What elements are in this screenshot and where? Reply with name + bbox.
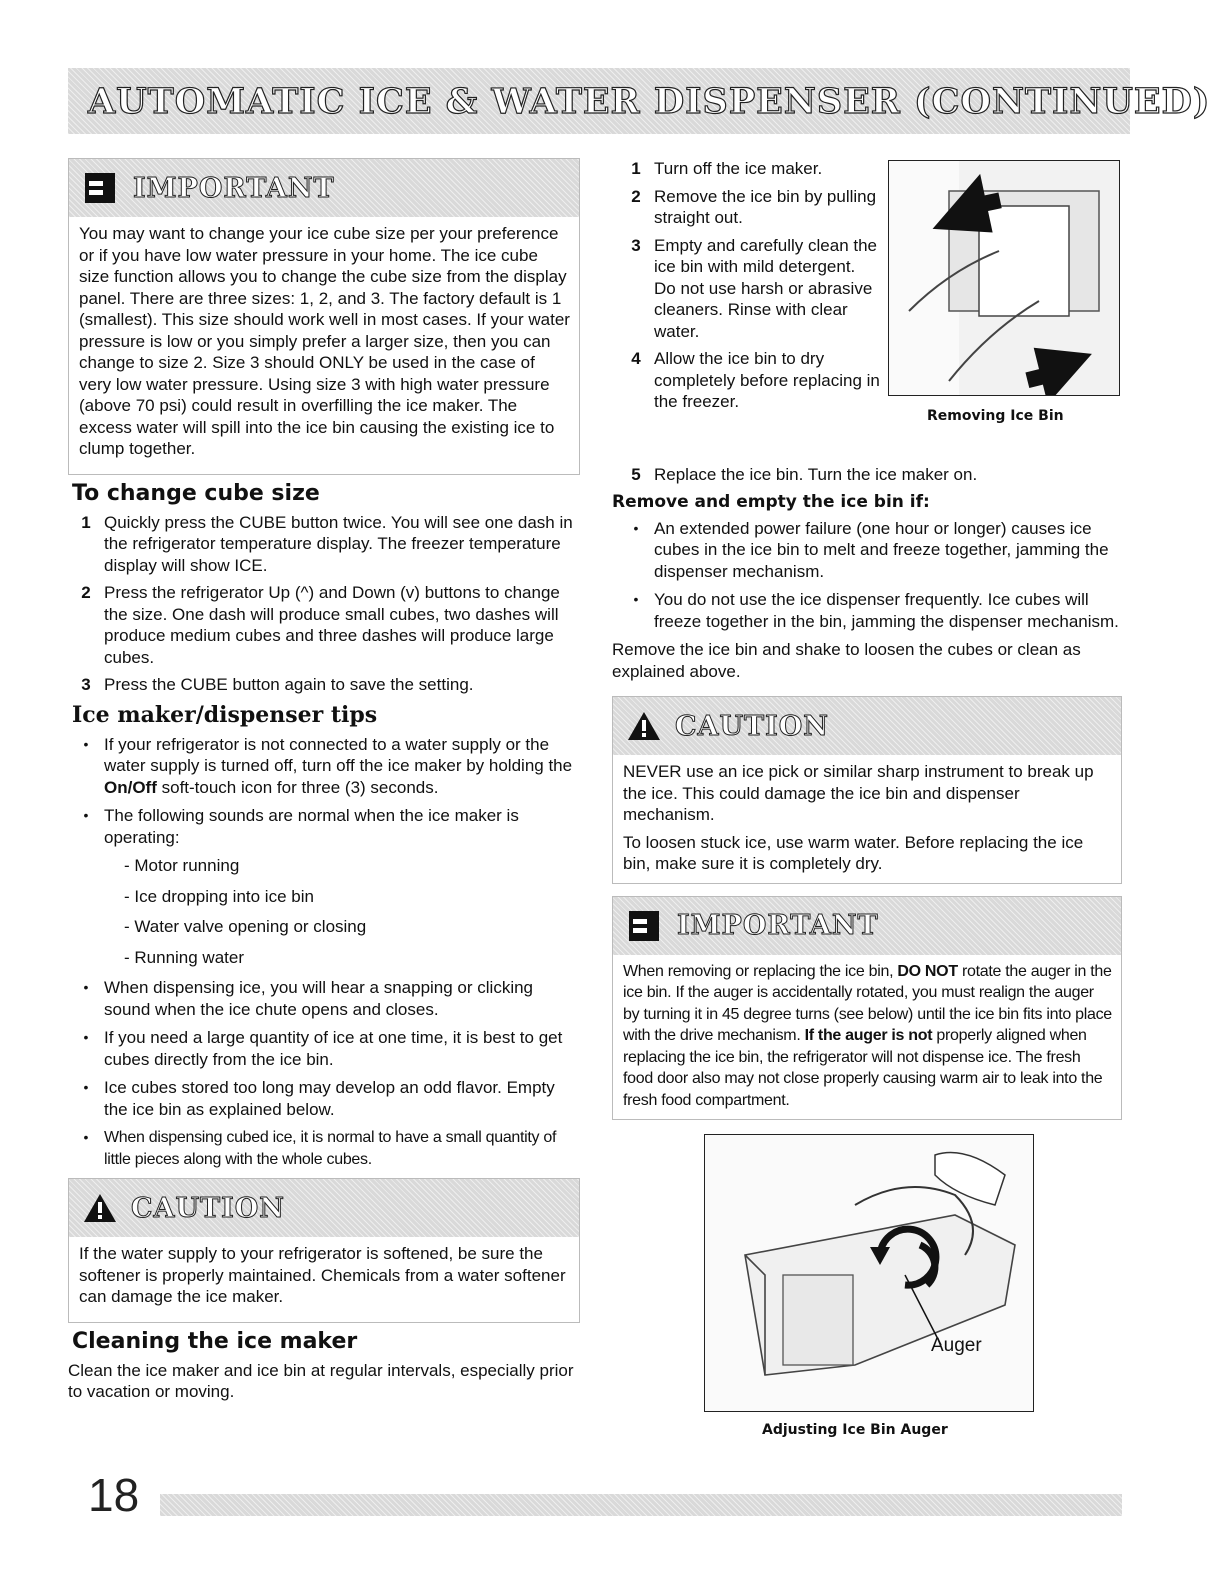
important-text [69, 217, 579, 474]
remove-empty-list [618, 518, 1122, 633]
important-icon [85, 173, 115, 203]
step-item [618, 464, 1122, 486]
step-number: 5 [631, 465, 641, 484]
warning-triangle-icon [83, 1193, 117, 1223]
sound-item: - Ice dropping into ice bin [124, 886, 314, 906]
step-number: 1 [631, 159, 641, 178]
tip-item: • If your refrigerator is not connected to a water supply or the water supply is turned off, turn off the ice maker by holding the On/Off soft-touch icon for three (3) seconds. [68, 734, 580, 799]
caution-heading: CAUTION [131, 1192, 285, 1224]
removing-ice-bin-caption: Removing Ice Bin [927, 408, 1064, 424]
ice-bin-drawing [889, 161, 1119, 395]
tip-item: • The following sounds are normal when the ice maker is operating: [68, 805, 580, 848]
important-heading-2: IMPORTANT [677, 910, 879, 941]
do-not-emphasis: DO NOT [897, 962, 958, 980]
tip-item: • When dispensing ice, you will hear a snapping or clicking sound when the ice chute opens and closes. [68, 977, 580, 1020]
remove-empty-heading: Remove and empty the ice bin if: [612, 491, 930, 512]
step-item [618, 235, 880, 343]
step-text: Press the refrigerator Up (^) and Down (v) buttons to change the size. One dash will produce small cubes, two dashes will produce medium cubes and three dashes will produce large cubes. [104, 583, 560, 667]
cleaning-text: Clean the ice maker and ice bin at regular intervals, especially prior to vacation or moving. [68, 1360, 574, 1401]
change-cube-steps [68, 512, 580, 696]
caution-header-2 [613, 697, 1121, 755]
step-number: 4 [631, 349, 641, 368]
sound-item: - Running water [124, 947, 245, 967]
adjusting-auger-caption: Adjusting Ice Bin Auger [762, 1422, 948, 1438]
tip-text: When dispensing cubed ice, it is normal to have a small quantity of little pieces along with the whole cubes. [104, 1129, 557, 1168]
tip-item: • Ice cubes stored too long may develop an odd flavor. Empty the ice bin as explained below. [68, 1077, 580, 1120]
important-paragraph-2: When removing or replacing the ice bin, DO NOT rotate the auger in the ice bin. If the auger is accidentally rotated, you must realign the auger by turning it in 45 degree turns (see below) until the ice bin fits into place with the drive mechanism. If the auger is not properly aligned when replacing the ice bin, the refrigerator will not dispense ice. The fresh food door also may not close properly causing warm air to leak into the fresh food compartment. [623, 962, 1112, 1109]
caution-paragraph: To loosen stuck ice, use warm water. Before replacing the ice bin, make sure it is completely dry. [623, 832, 1084, 873]
caution-paragraph: If the water supply to your refrigerator is softened, be sure the softener is properly maintained. Chemicals from a water softener can damage the ice maker. [79, 1244, 566, 1306]
on-off-label: On/Off [104, 777, 157, 797]
step-number: 1 [81, 512, 91, 532]
reason-item: • You do not use the ice dispenser frequently. Ice cubes will freeze together in the bin, jamming the dispenser mechanism. [618, 589, 1122, 632]
important-heading: IMPORTANT [133, 172, 335, 204]
tip-text: When dispensing ice, you will hear a snapping or clicking sound when the ice chute opens and closes. [104, 978, 534, 1019]
caution-box-2 [612, 696, 1122, 884]
auger-label: Auger [931, 1335, 982, 1356]
step-text: Remove the ice bin by pulling straight out. [654, 186, 877, 227]
caution-text-2 [613, 755, 1121, 883]
important-box [68, 158, 580, 475]
remove-empty-after: Remove the ice bin and shake to loosen the cubes or clean as explained above. [612, 640, 1081, 681]
reason-text: An extended power failure (one hour or longer) causes ice cubes in the ice bin to melt and freeze together, jamming the dispenser mechanism. [654, 518, 1109, 581]
section-banner [68, 68, 1211, 134]
important-header-2 [613, 897, 1121, 955]
caution-heading-2: CAUTION [675, 710, 829, 742]
tip-text: The following sounds are normal when the ice maker is operating: [104, 806, 519, 847]
step-text: Replace the ice bin. Turn the ice maker on. [654, 465, 978, 484]
right-column [612, 158, 1122, 1438]
step-text: Quickly press the CUBE button twice. You will see one dash in the refrigerator temperature display. The freezer temperature display will show ICE. [104, 512, 573, 575]
removing-ice-bin-illustration [888, 160, 1120, 396]
important-icon [629, 911, 659, 941]
tip-text: If your refrigerator is not connected to a water supply or the water supply is turned off, turn off the ice maker by holding the On/Off soft-touch icon for three (3) seconds. [104, 734, 573, 797]
tips-heading: Ice maker/dispenser tips [72, 701, 378, 728]
auger-emphasis: If the auger is not [804, 1027, 933, 1044]
important-box-2 [612, 896, 1122, 1121]
removal-steps-area [612, 158, 1122, 464]
step-item [68, 582, 580, 668]
step-number: 3 [631, 235, 641, 255]
step-text: Empty and carefully clean the ice bin with mild detergent. Do not use harsh or abrasive cleaners. Rinse with clear water. [654, 235, 878, 341]
caution-header [69, 1179, 579, 1237]
important-header [69, 159, 579, 217]
tip-item: • If you need a large quantity of ice at one time, it is best to get cubes directly from the ice bin. [68, 1027, 580, 1070]
footer-rule [160, 1494, 1122, 1516]
sound-item: - Water valve opening or closing [124, 917, 367, 936]
step-item [618, 158, 880, 180]
important-paragraph: You may want to change your ice cube size per your preference or if you have low water pressure in your home. The ice cube size function allows you to change the cube size from the display panel. There are three sizes: 1, 2, and 3. The factory default is 1 (smallest). This size should work well in most cases. If your water pressure is low or you simply prefer a larger size, then you can change to size 2. Size 3 should ONLY be used in the case of very low water pressure. Using size 3 with high water pressure (above 70 psi) could result in overfilling the ice maker. The excess water will spill into the ice bin causing the existing ice to clump together. [79, 224, 570, 458]
step-item [618, 348, 880, 413]
reason-text: You do not use the ice dispenser frequently. Ice cubes will freeze together in the bin, jamming the dispenser mechanism. [654, 590, 1119, 631]
step-text: Allow the ice bin to dry completely before replacing in the freezer. [654, 349, 880, 411]
reason-item: • An extended power failure (one hour or longer) causes ice cubes in the ice bin to melt and freeze together, jamming the dispenser mechanism. [618, 518, 1122, 583]
step-number: 3 [81, 675, 91, 694]
cleaning-heading: Cleaning the ice maker [72, 1328, 358, 1354]
tip-item: • When dispensing cubed ice, it is normal to have a small quantity of little pieces along with the whole cubes. [68, 1127, 580, 1170]
tips-list [68, 734, 580, 849]
auger-illustration [704, 1134, 1034, 1412]
step-text: Press the CUBE button again to save the setting. [104, 675, 474, 694]
tip-text: If you need a large quantity of ice at one time, it is best to get cubes directly from the ice bin. [104, 1028, 563, 1069]
tip-text: Ice cubes stored too long may develop an odd flavor. Empty the ice bin as explained below. [104, 1078, 555, 1119]
warning-triangle-icon [627, 711, 661, 741]
section-title: AUTOMATIC ICE & WATER DISPENSER (CONTINUED) [88, 80, 1211, 122]
caution-text [69, 1237, 579, 1322]
auger-drawing [705, 1135, 1033, 1411]
removal-steps [618, 158, 880, 419]
sounds-list [68, 855, 580, 968]
change-cube-heading: To change cube size [72, 480, 320, 506]
step-text: Turn off the ice maker. [654, 159, 823, 178]
caution-box [68, 1178, 580, 1323]
step-number: 2 [631, 186, 641, 206]
left-column [68, 158, 580, 1403]
step-number: 2 [81, 583, 91, 602]
page-number: 18 [88, 1469, 140, 1521]
step-item [68, 674, 580, 696]
important-text-2 [613, 955, 1121, 1120]
sound-item: - Motor running [124, 856, 240, 875]
step-item [68, 512, 580, 577]
caution-paragraph: NEVER use an ice pick or similar sharp instrument to break up the ice. This could damage the ice bin and dispenser mechanism. [623, 762, 1094, 824]
tips-list-continued [68, 977, 580, 1170]
removal-steps-final [618, 464, 1122, 486]
step-item [618, 186, 880, 229]
